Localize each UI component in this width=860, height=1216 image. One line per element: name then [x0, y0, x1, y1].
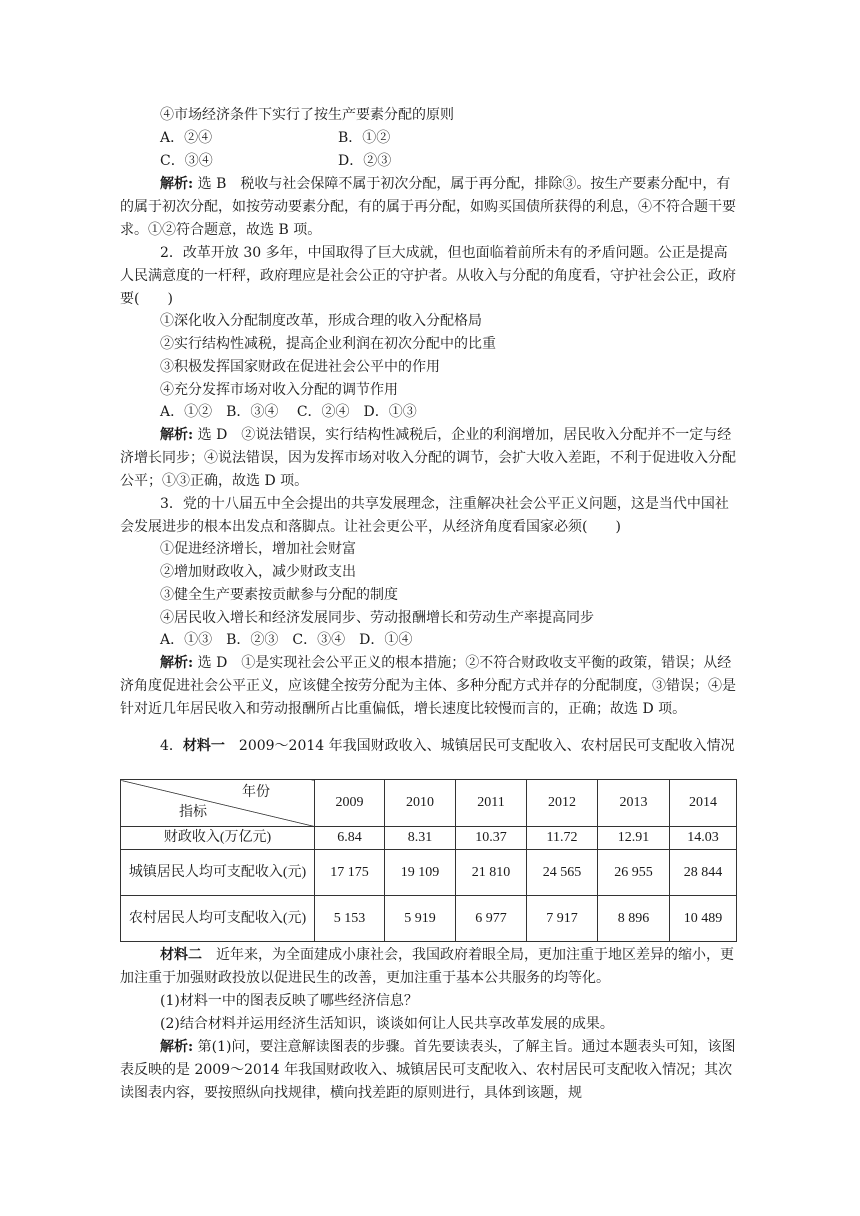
table-year-header: 2010: [385, 780, 456, 827]
table-cell: 28 844: [670, 850, 737, 896]
q1-choices-row-2: [160, 150, 392, 173]
q1-choices-row-1: [160, 127, 391, 150]
material-1-label: 材料一: [182, 738, 225, 754]
table-cell: 8.31: [385, 827, 456, 850]
table-cell: 8 896: [598, 896, 670, 942]
q2-analysis: [120, 424, 736, 492]
table-cell: 11.72: [527, 827, 598, 850]
q4-subquestion-2: (2)结合材料并运用经济生活知识，谈谈如何让人民共享改革发展的成果。: [160, 1016, 614, 1032]
q2-choices: A．①② B．③④ C．②④ D．①③: [160, 404, 417, 420]
table-cell: 24 565: [527, 850, 598, 896]
q3-option-3: ③健全生产要素按贡献参与分配的制度: [160, 587, 398, 603]
analysis-label: 解析:: [160, 655, 194, 671]
table-cell: 7 917: [527, 896, 598, 942]
q1-analysis: [120, 173, 736, 241]
q2-option-1: ①深化收入分配制度改革，形成合理的收入分配格局: [160, 313, 482, 329]
table-cell: 6 977: [456, 896, 527, 942]
q2-option-3: ③积极发挥国家财政在促进社会公平中的作用: [160, 359, 440, 375]
data-table: [120, 779, 737, 942]
table-cell: 12.91: [598, 827, 670, 850]
q3-choices: A．①③ B．②③ C．③④ D．①④: [160, 632, 413, 648]
q4-subquestion-1: (1)材料一中的图表反映了哪些经济信息？: [160, 993, 418, 1009]
q2-option-2: ②实行结构性减税，提高企业利润在初次分配中的比重: [160, 336, 496, 352]
table-cell: 17 175: [315, 850, 385, 896]
table-cell: 26 955: [598, 850, 670, 896]
table-corner-cell: [121, 780, 315, 827]
table-row: [121, 896, 737, 942]
table-cell: 10 489: [670, 896, 737, 942]
q3-stem: 3．党的十八届五中全会提出的共享发展理念，注重解决社会公平正义问题，这是当代中国社会发展进步的根本出发点和落脚点。让社会更公平，从经济角度看国家必须( ): [120, 496, 729, 535]
table-cell: 19 109: [385, 850, 456, 896]
material-1-text: 2009～2014 年我国财政收入、城镇居民可支配收入、农村居民可支配收入情况: [224, 738, 735, 754]
table-cell: 5 919: [385, 896, 456, 942]
analysis-text: 选 B 税收与社会保障不属于初次分配，属于再分配，排除③。按生产要素分配中，有的属于初次分配，如按劳动要素分配，有的属于再分配，如购买国债所获得的利息，④不符合题干要求。①②符合题意，故选 B 项。: [120, 176, 736, 238]
q3-option-2: ②增加财政收入，减少财政支出: [160, 564, 356, 580]
table-year-header: 2012: [527, 780, 598, 827]
q2-stem: 2．改革开放 30 多年，中国取得了巨大成就，但也面临着前所未有的矛盾问题。公正是提高人民满意度的一杆秤，政府理应是社会公正的守护者。从收入与分配的角度看，守护社会公正，政府要( ): [120, 245, 736, 307]
q1-choice-c: C．③④: [160, 153, 213, 169]
table-row: [121, 827, 737, 850]
q4-analysis: [120, 1036, 736, 1104]
q1-choice-b: B．①②: [338, 130, 391, 146]
q1-option-4: ④市场经济条件下实行了按生产要素分配的原则: [160, 107, 454, 123]
table-year-header: 2009: [315, 780, 385, 827]
table-corner-indicator-label: 指标: [179, 805, 207, 820]
table-cell: 14.03: [670, 827, 737, 850]
q3-option-4: ④居民收入增长和经济发展同步、劳动报酬增长和劳动生产率提高同步: [160, 610, 594, 626]
q1-choice-d: D．②③: [338, 153, 392, 169]
q4-number: 4．: [160, 738, 183, 754]
table-cell: 21 810: [456, 850, 527, 896]
analysis-text: 选 D ①是实现社会公平正义的根本措施；②不符合财政收支平衡的政策，错误；从经济角度促进社会公平正义，应该健全按劳分配为主体、多种分配方式并存的分配制度，③错误；④是针对近几年居民收入和劳动报酬所占比重偏低，增长速度比较慢而言的，正确；故选 D 项。: [120, 655, 736, 717]
q3-analysis: [120, 652, 736, 720]
table-cell: 6.84: [315, 827, 385, 850]
table-cell: 10.37: [456, 827, 527, 850]
table-row: [121, 850, 737, 896]
q3-option-1: ①促进经济增长，增加社会财富: [160, 541, 356, 557]
table-header-row: [121, 780, 737, 827]
material-2-text: 近年来，为全面建成小康社会，我国政府着眼全局，更加注重于地区差异的缩小，更加注重于加强财政投放以促进民生的改善，更加注重于基本公共服务的均等化。: [120, 947, 734, 986]
table-row-label: 农村居民人均可支配收入(元): [121, 896, 315, 942]
analysis-label: 解析:: [160, 427, 194, 443]
q1-choice-a: A．②④: [160, 130, 213, 146]
table-corner-year-label: 年份: [242, 785, 270, 800]
analysis-text: 选 D ②说法错误，实行结构性减税后，企业的利润增加，居民收入分配并不一定与经济增长同步；④说法错误，因为发挥市场对收入分配的调节，会扩大收入差距，不利于促进收入分配公平；①③正确，故选 D 项。: [120, 427, 736, 489]
table-year-header: 2011: [456, 780, 527, 827]
table-year-header: 2014: [670, 780, 737, 827]
analysis-label: 解析:: [160, 176, 194, 192]
q2-option-4: ④充分发挥市场对收入分配的调节作用: [160, 382, 398, 398]
q4-material-2: [120, 944, 736, 990]
table-row-label: 财政收入(万亿元): [121, 827, 315, 850]
q4-material-1: [120, 735, 736, 758]
material-2-label: 材料二: [160, 947, 202, 963]
analysis-text: 第(1)问，要注意解读图表的步骤。首先要读表头，了解主旨。通过本题表头可知，该图表反映的是 2009～2014 年我国财政收入、城镇居民可支配收入、农村居民可支配收入情况；其次读图表内容，要按照纵向找规律，横向找差距的原则进行，具体到该题，规: [120, 1039, 736, 1101]
table-year-header: 2013: [598, 780, 670, 827]
table-cell: 5 153: [315, 896, 385, 942]
analysis-label: 解析:: [160, 1039, 194, 1055]
table-row-label: 城镇居民人均可支配收入(元): [121, 850, 315, 896]
